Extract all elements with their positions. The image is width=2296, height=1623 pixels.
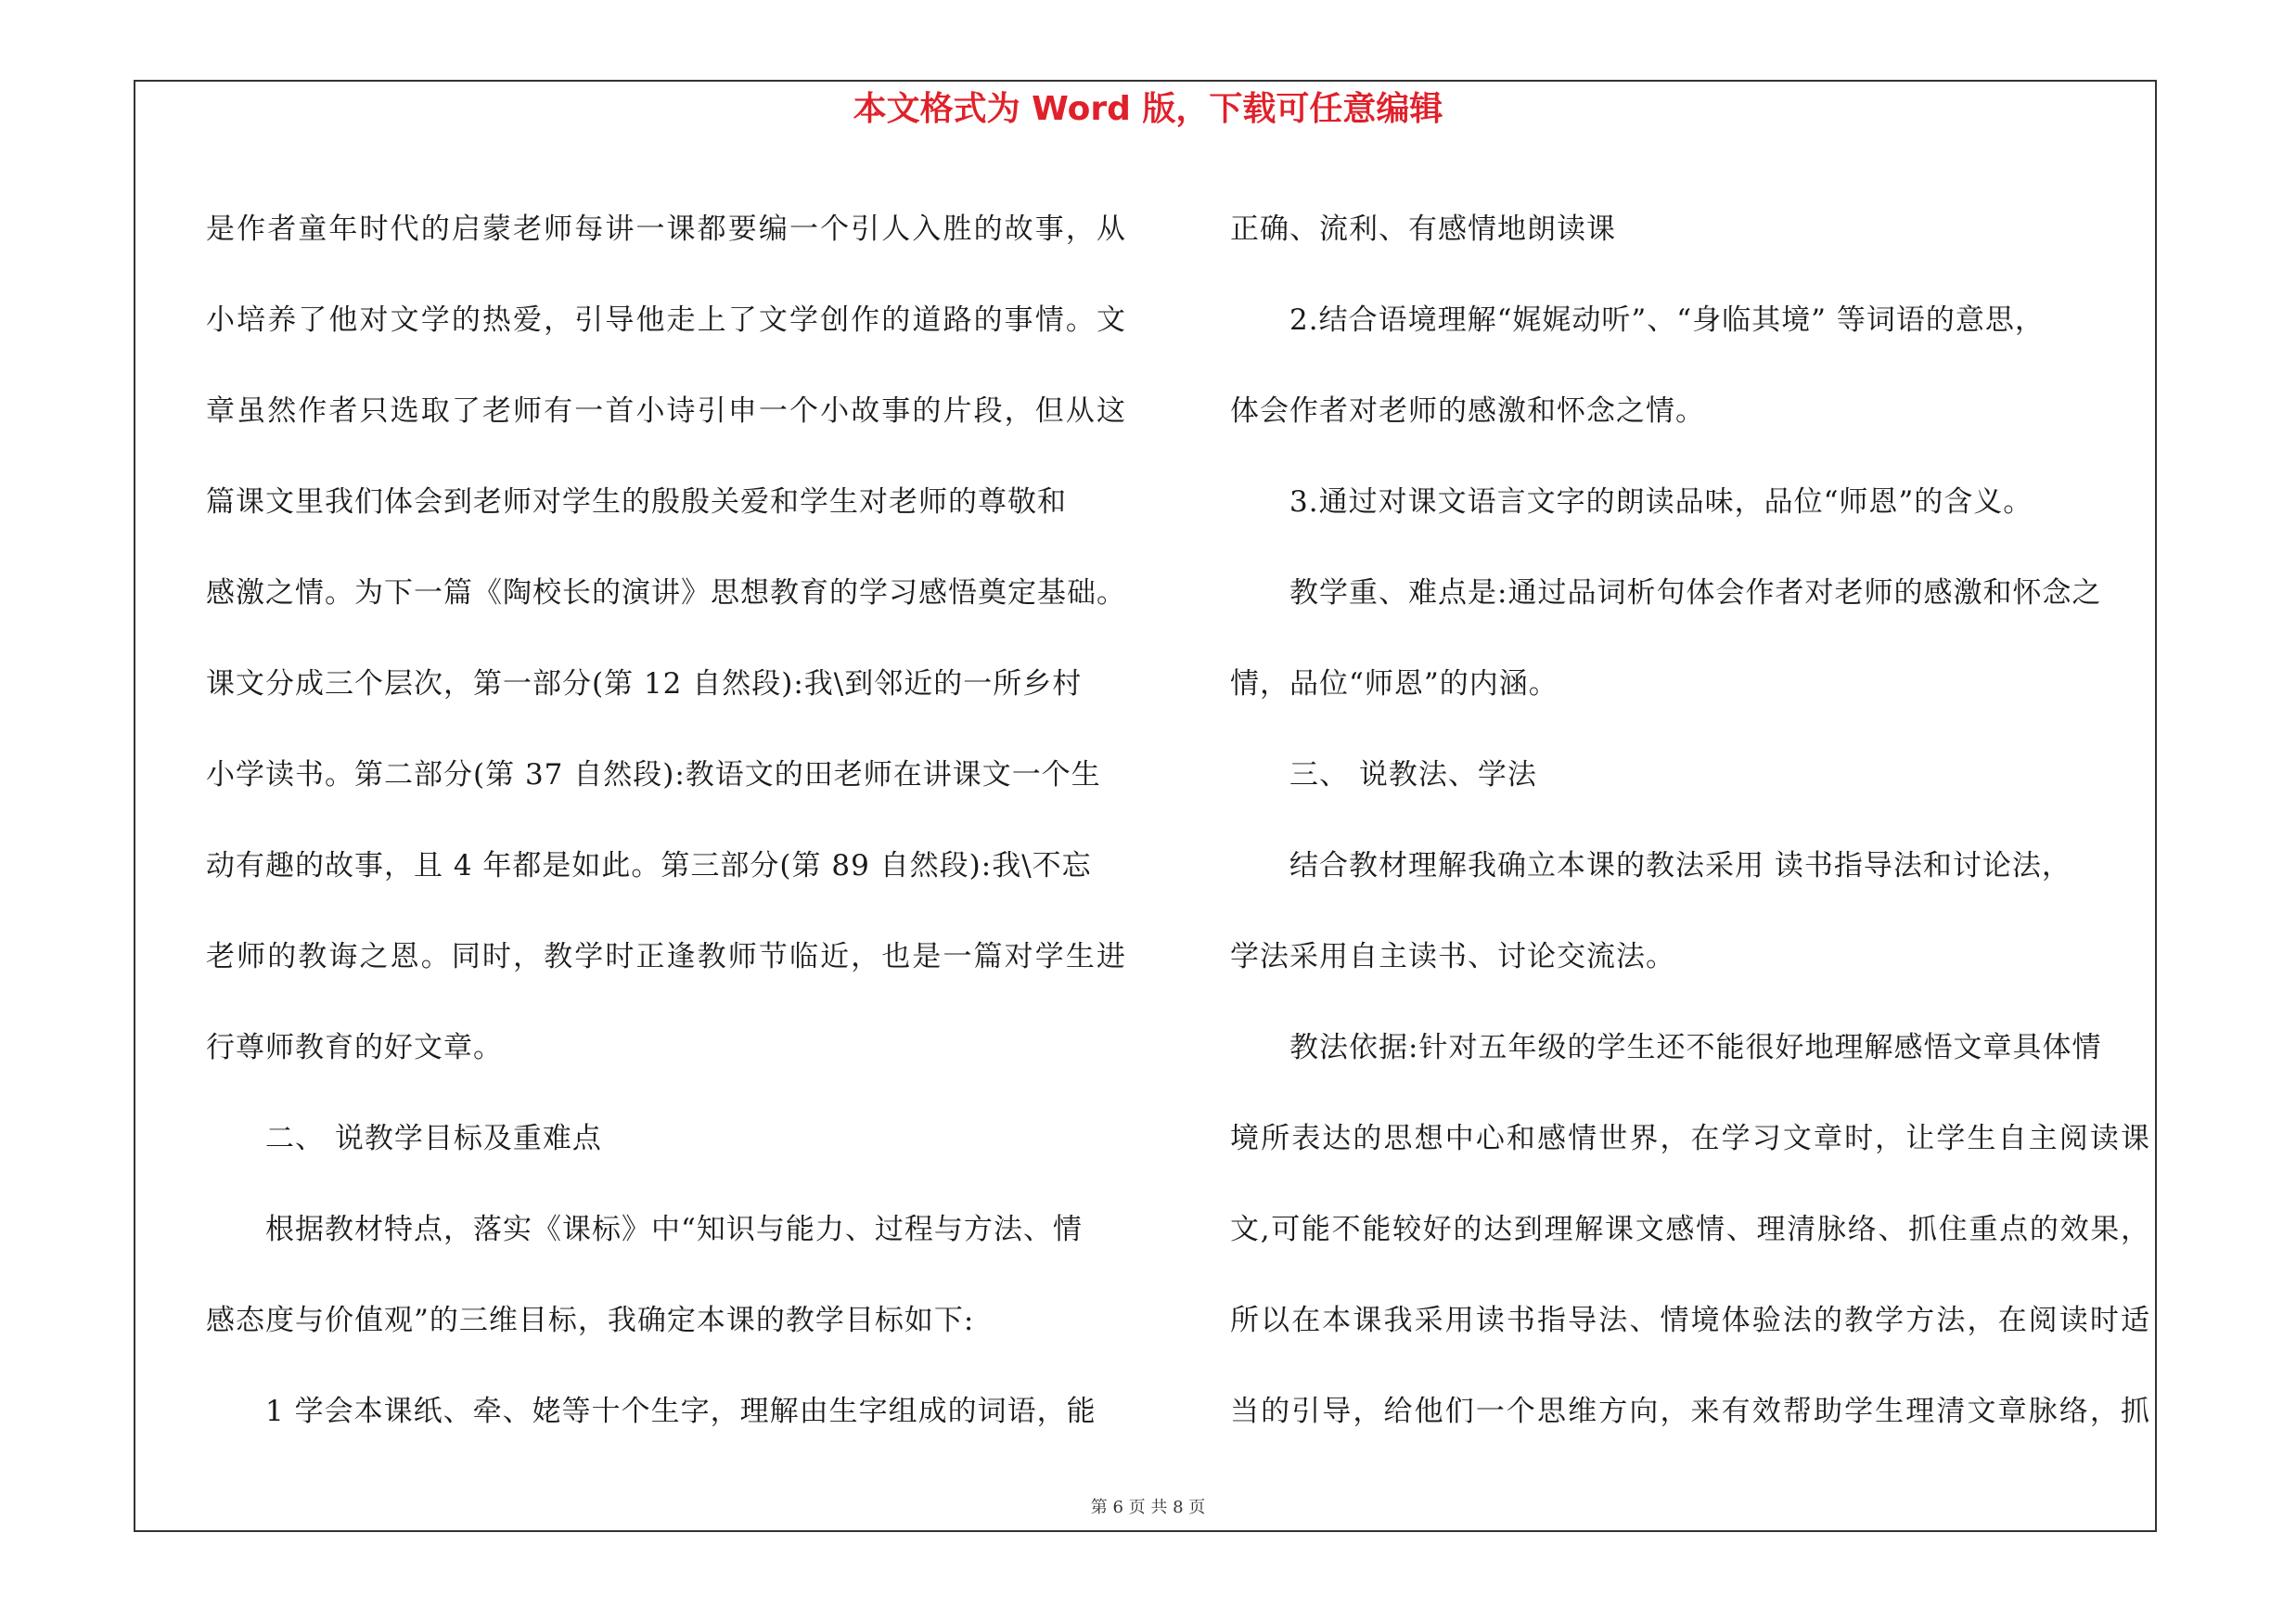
paragraph-line: 是作者童年时代的启蒙老师每讲一课都要编一个引人入胜的故事，从 — [206, 213, 1126, 246]
paragraph-line: 体会作者对老师的感激和怀念之情。 — [1230, 394, 1705, 428]
section-heading: 三、 说教法、学法 — [1289, 758, 1537, 792]
paragraph-line: 小学读书。第二部分(第 37 自然段):教语文的田老师在讲课文一个生 — [206, 758, 1101, 792]
paragraph-line: 根据教材特点，落实《课标》中“知识与能力、过程与方法、情 — [265, 1213, 1083, 1246]
paragraph-line: 教法依据:针对五年级的学生还不能很好地理解感悟文章具体情 — [1289, 1031, 2102, 1064]
section-heading: 二、 说教学目标及重难点 — [265, 1122, 602, 1155]
paragraph-line: 学法采用自主读书、讨论交流法。 — [1230, 940, 1675, 973]
paragraph-line: 2.结合语境理解“娓娓动听”、“身临其境” 等词语的意思， — [1289, 303, 2045, 337]
paragraph-line: 当的引导，给他们一个思维方向，来有效帮助学生理清文章脉络，抓 — [1230, 1395, 2150, 1428]
paragraph-line: 情，品位“师恩”的内涵。 — [1230, 667, 1558, 701]
paragraph-line: 行尊师教育的好文章。 — [206, 1031, 503, 1064]
format-notice-banner: 本文格式为 Word 版，下载可任意编辑 — [853, 90, 1443, 128]
paragraph-line: 小培养了他对文学的热爱，引导他走上了文学创作的道路的事情。文 — [206, 303, 1126, 337]
left-text-column — [206, 184, 1126, 1457]
paragraph-line: 正确、流利、有感情地朗读课 — [1230, 213, 1616, 246]
paragraph-line: 感激之情。为下一篇《陶校长的演讲》思想教育的学习感悟奠定基础。 — [206, 576, 1126, 610]
paragraph-line: 境所表达的思想中心和感情世界，在学习文章时，让学生自主阅读课 — [1230, 1122, 2150, 1155]
paragraph-line: 1 学会本课纸、牵、姥等十个生字，理解由生字组成的词语，能 — [265, 1395, 1097, 1428]
paragraph-line: 文,可能不能较好的达到理解课文感情、理清脉络、抓住重点的效果， — [1230, 1213, 2150, 1246]
paragraph-line: 老师的教诲之恩。同时，教学时正逢教师节临近，也是一篇对学生进 — [206, 940, 1126, 973]
paragraph-line: 教学重、难点是:通过品词析句体会作者对老师的感激和怀念之 — [1289, 576, 2102, 610]
paragraph-line: 所以在本课我采用读书指导法、情境体验法的教学方法，在阅读时适 — [1230, 1304, 2150, 1337]
paragraph-line: 结合教材理解我确立本课的教法采用 读书指导法和讨论法， — [1289, 849, 2072, 882]
paragraph-line: 3.通过对课文语言文字的朗读品味，品位“师恩”的含义。 — [1289, 485, 2033, 519]
right-text-column — [1230, 184, 2150, 1457]
paragraph-line: 篇课文里我们体会到老师对学生的殷殷关爱和学生对老师的尊敬和 — [206, 485, 1067, 519]
paragraph-line: 动有趣的故事，且 4 年都是如此。第三部分(第 89 自然段):我\不忘 — [206, 849, 1092, 882]
paragraph-line: 章虽然作者只选取了老师有一首小诗引申一个小故事的片段，但从这 — [206, 394, 1126, 428]
paragraph-line: 感态度与价值观”的三维目标，我确定本课的教学目标如下: — [206, 1304, 975, 1337]
paragraph-line: 课文分成三个层次，第一部分(第 12 自然段):我\到邻近的一所乡村 — [206, 667, 1083, 701]
page-number-footer: 第 6 页 共 8 页 — [1090, 1498, 1206, 1517]
